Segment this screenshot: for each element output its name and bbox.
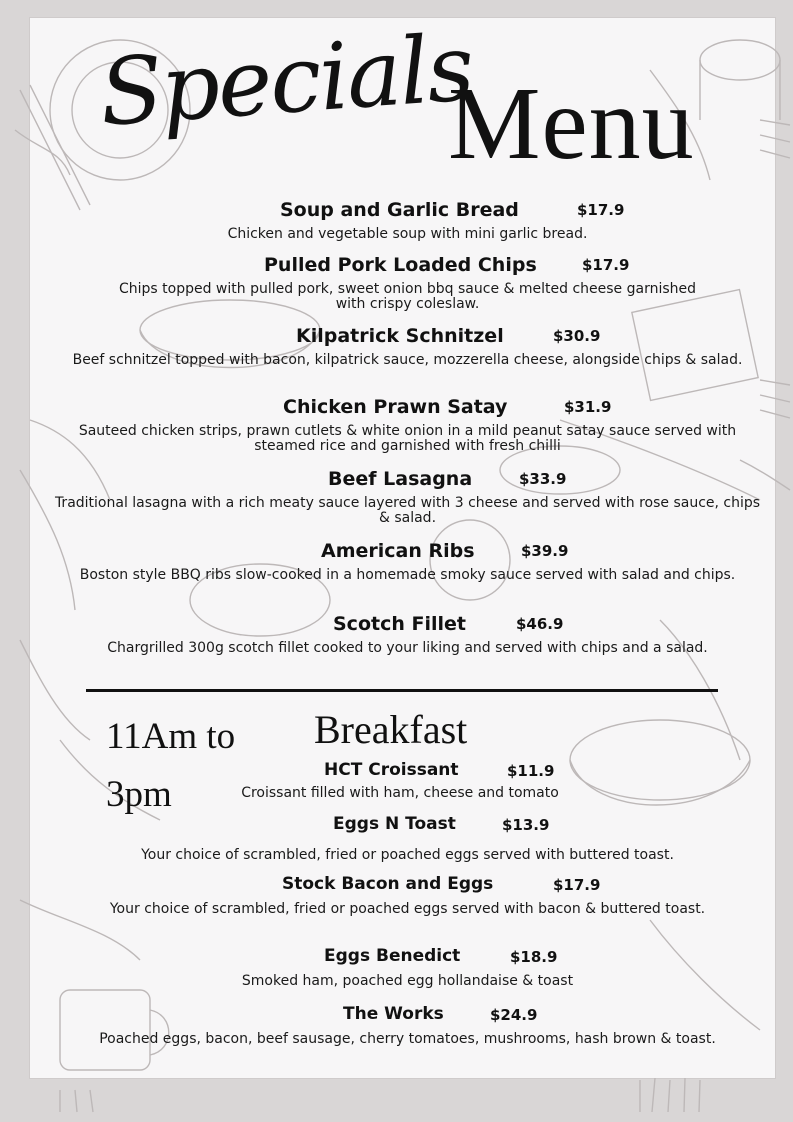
item-name: Kilpatrick Schnitzel: [296, 325, 504, 347]
item-name: Pulled Pork Loaded Chips: [264, 254, 537, 276]
menu-item: [40, 540, 775, 583]
item-name: American Ribs: [321, 540, 475, 562]
item-name: Beef Lasagna: [328, 468, 473, 490]
item-price: $17.9: [582, 256, 630, 274]
menu-item: [40, 874, 775, 917]
item-description: Chicken and vegetable soup with mini garlic bread.: [227, 226, 588, 242]
menu-item: [40, 946, 775, 989]
item-name: Eggs Benedict: [324, 946, 461, 966]
menu-item: [40, 468, 775, 526]
item-description: Poached eggs, bacon, beef sausage, cherry tomatoes, mushrooms, hash brown & toast.: [99, 1031, 716, 1047]
specials-script-title: Specials: [96, 14, 476, 147]
menu-item: [40, 199, 775, 242]
hours-line-1: 11Am to: [106, 716, 236, 757]
hours-line-2: 3pm: [106, 774, 172, 815]
item-description: Chargrilled 300g scotch fillet cooked to your liking and served with chips and a salad.: [107, 640, 708, 656]
item-price: $17.9: [553, 876, 601, 894]
item-name: HCT Croissant: [324, 760, 459, 780]
item-price: $13.9: [502, 816, 550, 834]
item-price: $17.9: [577, 201, 625, 219]
item-price: $46.9: [516, 615, 564, 633]
item-price: $33.9: [519, 470, 567, 488]
item-price: $24.9: [490, 1006, 538, 1024]
menu-item: [40, 814, 775, 863]
item-name: Scotch Fillet: [333, 613, 466, 635]
item-description: Beef schnitzel topped with bacon, kilpatrick sauce, mozzerella cheese, alongside chips & salad.: [72, 352, 743, 368]
item-description: Sauteed chicken strips, prawn cutlets & white onion in a mild peanut satay sauce served with steamed rice and garnished with fresh chilli: [78, 423, 737, 454]
item-description: Your choice of scrambled, fried or poached eggs served with buttered toast.: [141, 847, 674, 863]
item-name: Soup and Garlic Bread: [280, 199, 519, 221]
menu-item: [40, 613, 775, 656]
item-price: $39.9: [521, 542, 569, 560]
item-description: Smoked ham, poached egg hollandaise & toast: [241, 973, 574, 989]
item-name: Eggs N Toast: [333, 814, 456, 834]
item-price: $18.9: [510, 948, 558, 966]
item-description: Traditional lasagna with a rich meaty sauce layered with 3 cheese and served with rose sauce, chips & salad.: [54, 495, 761, 526]
item-name: The Works: [343, 1004, 444, 1024]
menu-item: [40, 325, 775, 368]
item-price: $11.9: [507, 762, 555, 780]
menu-item: [40, 396, 775, 454]
section-divider: [86, 689, 718, 692]
item-name: Chicken Prawn Satay: [283, 396, 508, 418]
item-price: $31.9: [564, 398, 612, 416]
item-price: $30.9: [553, 327, 601, 345]
menu-item: [40, 1004, 775, 1047]
menu-title: Menu: [448, 66, 695, 181]
item-description: Your choice of scrambled, fried or poached eggs served with bacon & buttered toast.: [109, 901, 706, 917]
menu-item: [220, 760, 580, 801]
breakfast-title: Breakfast: [314, 707, 468, 752]
item-description: Chips topped with pulled pork, sweet onion bbq sauce & melted cheese garnished with crispy coleslaw.: [118, 281, 697, 312]
item-description: Boston style BBQ ribs slow-cooked in a homemade smoky sauce served with salad and chips.: [79, 567, 736, 583]
item-name: Stock Bacon and Eggs: [282, 874, 494, 894]
item-description: Croissant filled with ham, cheese and tomato: [241, 785, 559, 801]
menu-item: [40, 254, 775, 312]
